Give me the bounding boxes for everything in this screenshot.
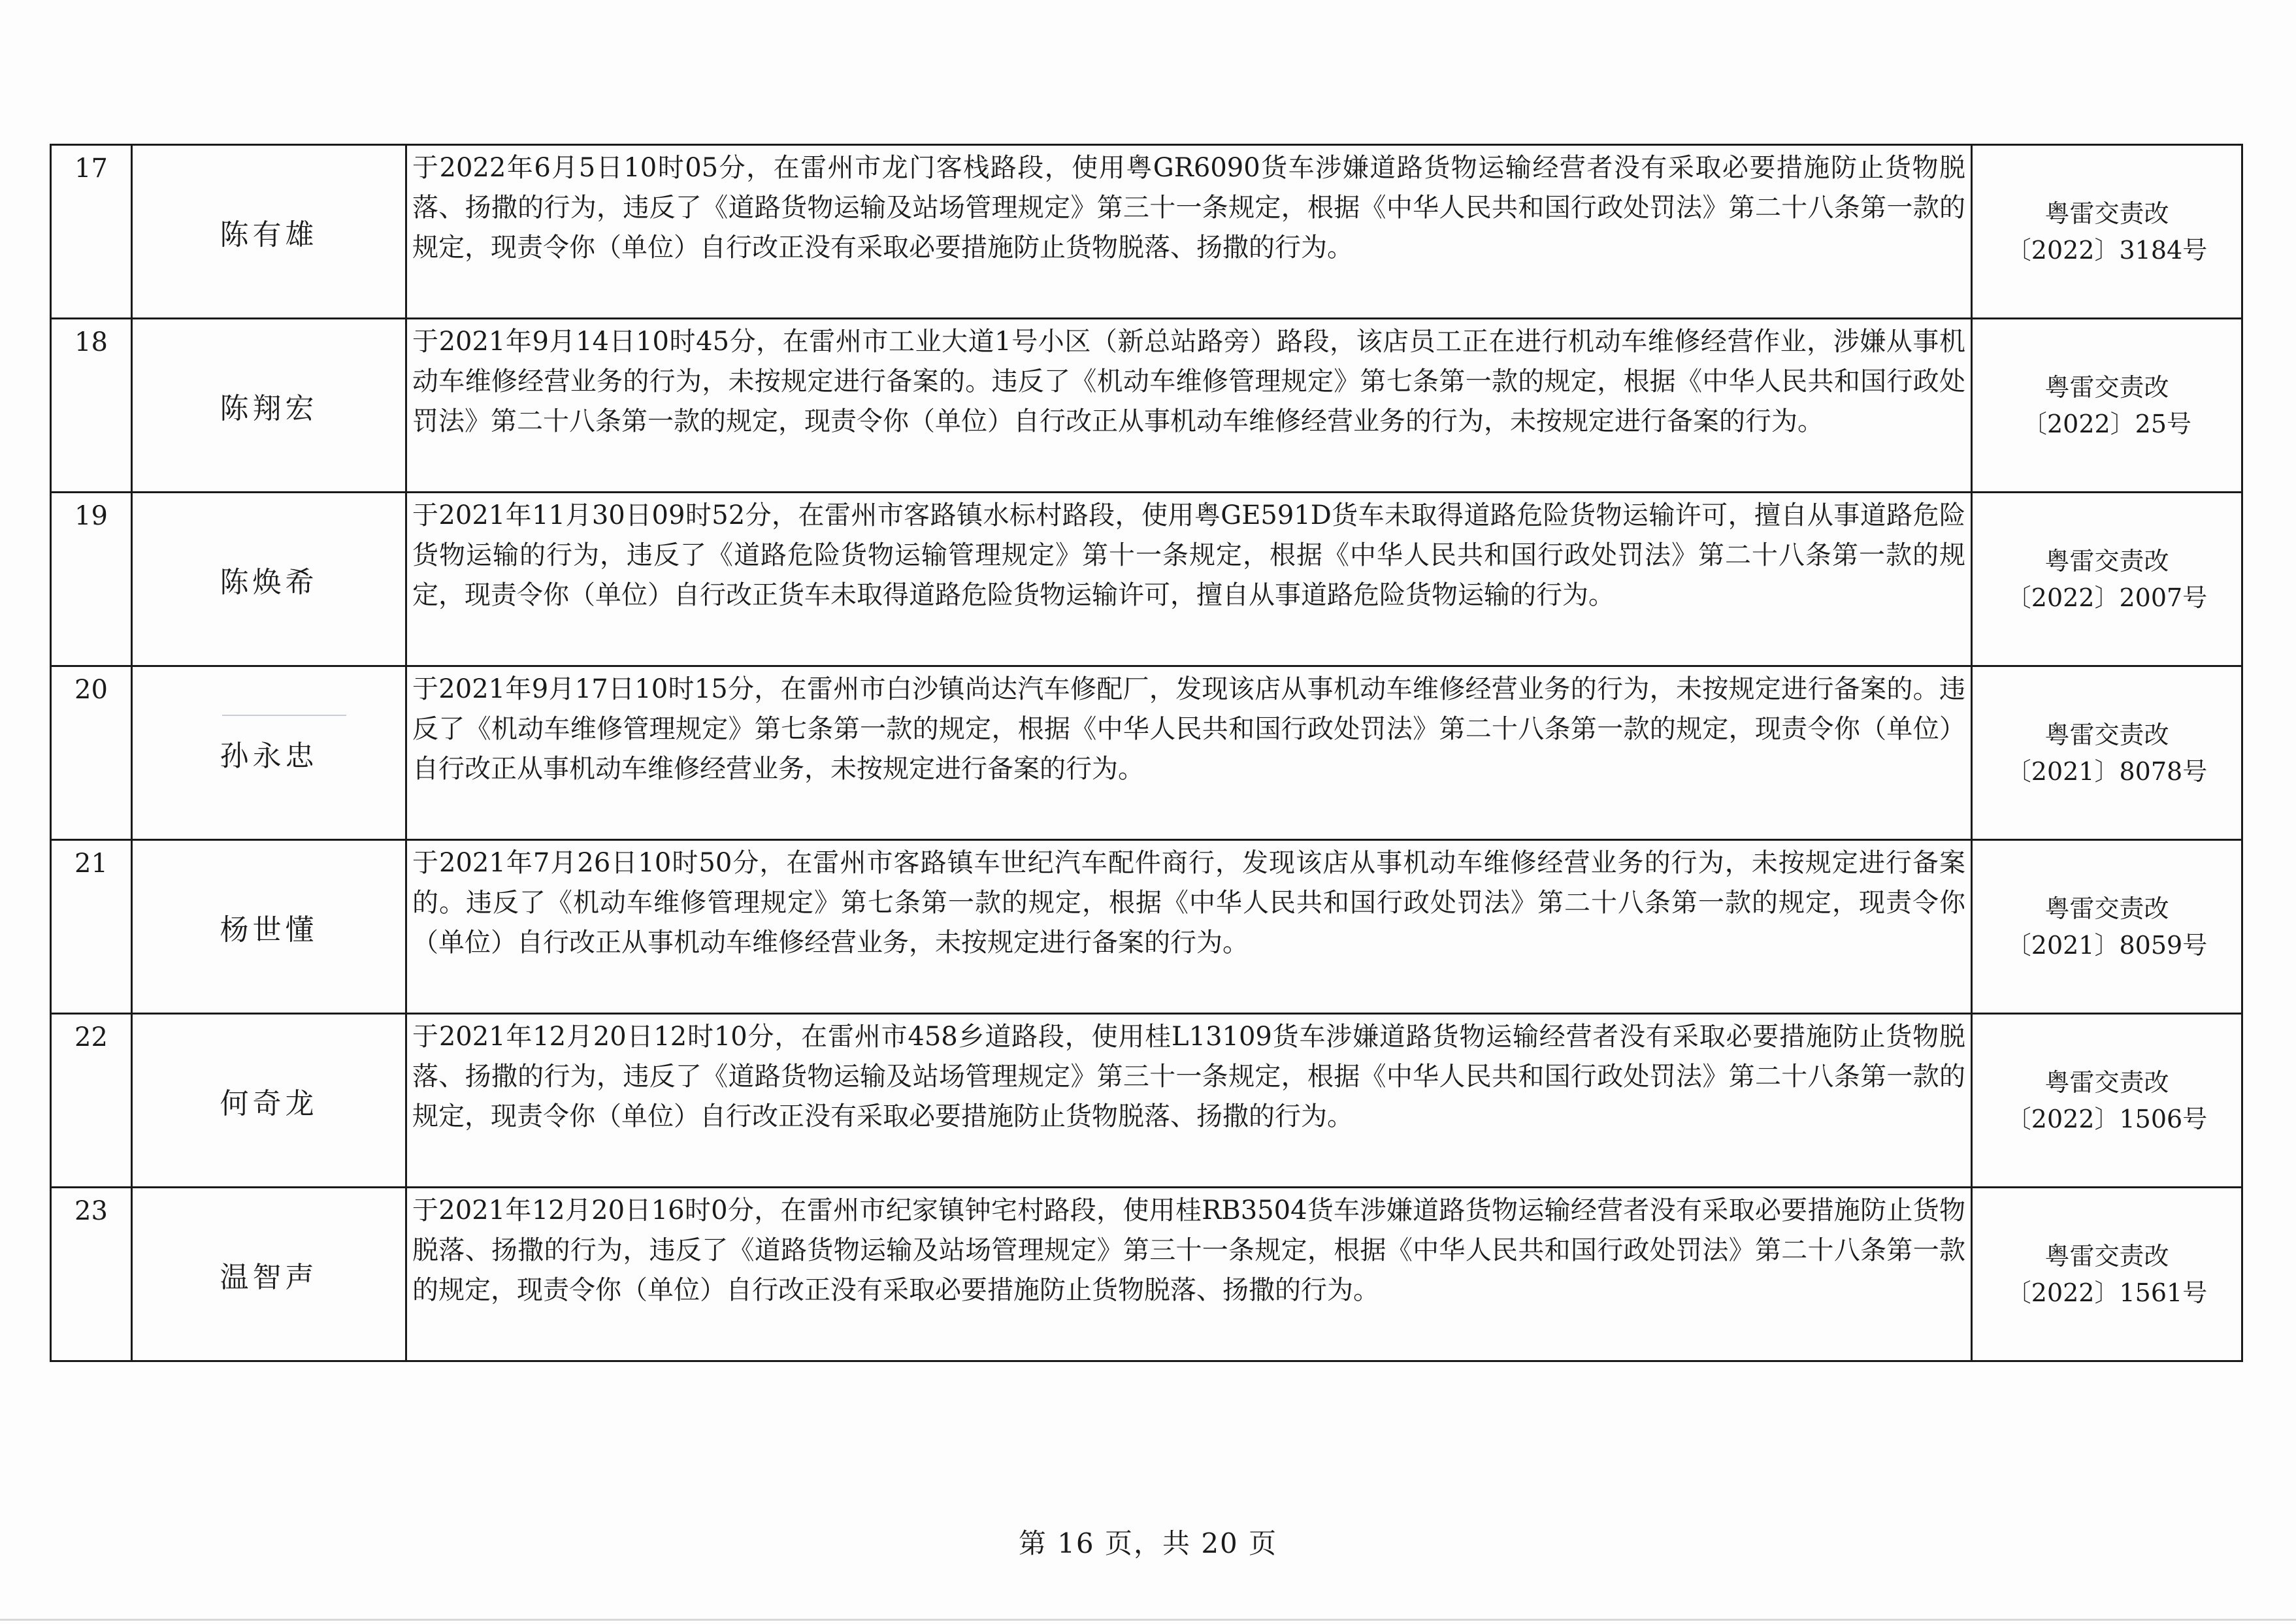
person-name: 陈翔宏 [132,319,406,493]
document-number [1972,1014,2242,1188]
page-footer: 第 16 页，共 20 页 [1018,1527,1278,1559]
row-number: 18 [51,319,132,493]
person-name: 孙永忠 [132,666,406,840]
violation-description: 于2021年7月26日10时50分，在雷州市客路镇车世纪汽车配件商行，发现该店从事机动车维修经营业务的行为，未按规定进行备案的。违反了《机动车维修管理规定》第七条第一款的规定，根据《中华人民共和国行政处罚法》第二十八条第一款的规定，现责令你（单位）自行改正从事机动车维修经营业务，未按规定进行备案的行为。 [406,840,1972,1014]
document-number-serial: 〔2021〕8059号 [2006,930,2208,960]
document-number [1972,145,2242,319]
violation-description: 于2021年11月30日09时52分，在雷州市客路镇水标村路段，使用粤GE591D货车未取得道路危险货物运输许可，擅自从事道路危险货物运输的行为，违反了《道路危险货物运输管理规定》第十一条规定，根据《中华人民共和国行政处罚法》第二十八条第一款的规定，现责令你（单位）自行改正货车未取得道路危险货物运输许可，擅自从事道路危险货物运输的行为。 [406,493,1972,666]
document-number-serial: 〔2022〕25号 [2022,409,2192,438]
table-row [51,1014,2242,1188]
document-number-prefix: 粤雷交责改 [2044,1067,2169,1097]
violation-description: 于2021年12月20日16时0分，在雷州市纪家镇钟宅村路段，使用桂RB3504货车涉嫌道路货物运输经营者没有采取必要措施防止货物脱落、扬撒的行为，违反了《道路货物运输及站场管理规定》第三十一条规定，根据《中华人民共和国行政处罚法》第二十八条第一款的规定，现责令你（单位）自行改正没有采取必要措施防止货物脱落、扬撒的行为。 [406,1188,1972,1361]
scan-edge-line [0,1619,2296,1621]
row-number: 22 [51,1014,132,1188]
document-number-prefix: 粤雷交责改 [2044,894,2169,923]
violation-description: 于2021年9月17日10时15分，在雷州市白沙镇尚达汽车修配厂，发现该店从事机动车维修经营业务的行为，未按规定进行备案的。违反了《机动车维修管理规定》第七条第一款的规定，根据《中华人民共和国行政处罚法》第二十八条第一款的规定，现责令你（单位）自行改正从事机动车维修经营业务，未按规定进行备案的行为。 [406,666,1972,840]
table-row [51,666,2242,840]
row-number: 20 [51,666,132,840]
document-number-serial: 〔2022〕2007号 [2006,583,2208,612]
table-row [51,1188,2242,1361]
scan-artifact-line [222,715,346,716]
document-number-prefix: 粤雷交责改 [2044,1241,2169,1271]
violation-description: 于2021年9月14日10时45分，在雷州市工业大道1号小区（新总站路旁）路段，该店员工正在进行机动车维修经营作业，涉嫌从事机动车维修经营业务的行为，未按规定进行备案的。违反了《机动车维修管理规定》第七条第一款的规定，根据《中华人民共和国行政处罚法》第二十八条第一款的规定，现责令你（单位）自行改正从事机动车维修经营业务的行为，未按规定进行备案的行为。 [406,319,1972,493]
row-number: 21 [51,840,132,1014]
document-number [1972,1188,2242,1361]
document-number [1972,840,2242,1014]
violation-description: 于2022年6月5日10时05分，在雷州市龙门客栈路段，使用粤GR6090货车涉嫌道路货物运输经营者没有采取必要措施防止货物脱落、扬撒的行为，违反了《道路货物运输及站场管理规定》第三十一条规定，根据《中华人民共和国行政处罚法》第二十八条第一款的规定，现责令你（单位）自行改正没有采取必要措施防止货物脱落、扬撒的行为。 [406,145,1972,319]
row-number: 17 [51,145,132,319]
violation-description: 于2021年12月20日12时10分，在雷州市458乡道路段，使用桂L13109货车涉嫌道路货物运输经营者没有采取必要措施防止货物脱落、扬撒的行为，违反了《道路货物运输及站场管理规定》第三十一条规定，根据《中华人民共和国行政处罚法》第二十八条第一款的规定，现责令你（单位）自行改正没有采取必要措施防止货物脱落、扬撒的行为。 [406,1014,1972,1188]
document-number [1972,319,2242,493]
document-number [1972,493,2242,666]
document-number-serial: 〔2021〕8078号 [2006,756,2208,786]
table-row [51,319,2242,493]
row-number: 19 [51,493,132,666]
document-number [1972,666,2242,840]
document-number-prefix: 粤雷交责改 [2044,372,2169,402]
table-row [51,145,2242,319]
document-number-serial: 〔2022〕1561号 [2006,1278,2208,1307]
person-name: 何奇龙 [132,1014,406,1188]
records-table [50,144,2243,1362]
document-number-serial: 〔2022〕1506号 [2006,1104,2208,1133]
document-number-prefix: 粤雷交责改 [2044,546,2169,576]
document-number-prefix: 粤雷交责改 [2044,720,2169,749]
person-name: 陈有雄 [132,145,406,319]
row-number: 23 [51,1188,132,1361]
document-number-serial: 〔2022〕3184号 [2006,235,2208,265]
person-name: 温智声 [132,1188,406,1361]
table-row [51,840,2242,1014]
table-row [51,493,2242,666]
person-name: 杨世懂 [132,840,406,1014]
person-name: 陈焕希 [132,493,406,666]
document-number-prefix: 粤雷交责改 [2044,199,2169,228]
